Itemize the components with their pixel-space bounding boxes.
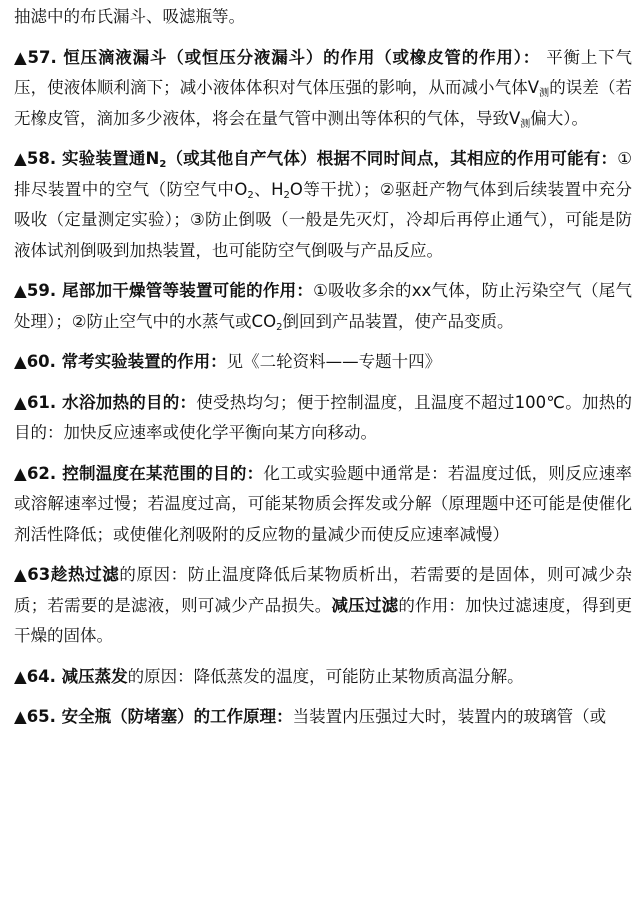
paragraph-61 [14, 388, 632, 449]
item-63-number: ▲63 [14, 565, 51, 584]
item-58-heading: （或其他自产气体）根据不同时间点，其相应的作用可能有： [166, 149, 618, 168]
paragraph-56-tail [14, 2, 632, 33]
item-62-heading: ▲62. 控制温度在某范围的目的： [14, 463, 264, 483]
item-58-text: ①排尽装置中的空气（防空气中O [14, 149, 632, 199]
item-64-number: ▲64. [14, 666, 62, 686]
paragraph-63 [14, 560, 632, 652]
subscript: 2 [283, 189, 290, 201]
item-62-text: 化工或实验题中通常是：若温度过低，则反应速率或溶解速率过慢；若温度过高，可能某物质会挥发或分解（原理题中还可能是使催化剂活性降低；或使催化剂吸附的反应物的量减少而使反应速率减慢） [14, 463, 633, 544]
item-64-text: 的原因：降低蒸发的温度，可能防止某物质高温分解。 [127, 666, 524, 686]
subscript: 测 [539, 88, 550, 99]
item-59-heading: ▲59. 尾部加干燥管等装置可能的作用： [14, 281, 314, 300]
item-57-text: 平衡上下气压，使液体顺利滴下；减小液体体积对气体压强的影响，从而减小气体V [14, 47, 632, 97]
item-63-text: 的原因：防止温度降低后某物质析出，若需要的是固体，则可减少杂质；若需要的是滤液，则可减少产品损失。 [14, 565, 633, 615]
item-57-text: 偏大）。 [530, 108, 589, 128]
paragraph-64 [14, 662, 632, 693]
subscript: 测 [520, 118, 531, 130]
item-63-heading-2: 减压过滤 [331, 595, 399, 615]
item-60-heading: ▲60. 常考实验装置的作用： [14, 352, 227, 371]
paragraph-57 [14, 43, 632, 135]
item-59-text: ①吸收多余的xx气体，防止污染空气（尾气处理）；②防止空气中的水蒸气或CO [14, 281, 632, 331]
item-61-heading: ▲61. 水浴加热的目的： [14, 392, 197, 412]
item-59-text: 倒回到产品装置，使产品变质。 [282, 311, 514, 331]
item-60-text: 见《二轮资料——专题十四》 [226, 352, 442, 371]
paragraph-58 [14, 144, 632, 266]
subscript: 2 [159, 159, 167, 170]
item-58-text: 、H [253, 179, 284, 199]
item-65-heading: ▲65. 安全瓶（防堵塞）的工作原理： [14, 707, 293, 726]
item-63-text: 的作用：加快过滤速度，得到更干燥的固体。 [14, 595, 633, 645]
item-57-heading: ▲57. 恒压滴液漏斗（或恒压分液漏斗）的作用（或橡皮管的作用）： [14, 47, 541, 67]
paragraph-65 [14, 702, 632, 733]
item-61-text: 使受热均匀；便于控制温度，且温度不超过100℃。加热的目的：加快反应速率或使化学平衡向某方向移动。 [14, 392, 632, 442]
paragraph-59 [14, 276, 632, 337]
subscript: 2 [276, 321, 283, 333]
paragraph-60 [14, 347, 632, 378]
subscript: 2 [247, 189, 254, 201]
paragraph-text: 抽滤中的布氏漏斗、吸滤瓶等。 [14, 7, 245, 26]
item-65-text: 当装置内压强过大时，装置内的玻璃管（或 [292, 707, 607, 726]
item-58-text: O等干扰）；②驱赶产物气体到后续装置中充分吸收（定量测定实验）；③防止倒吸（一般是先灭灯，冷却后再停止通气），可能是防液体试剂倒吸到加热装置，也可能防空气倒吸与产品反应。 [14, 179, 632, 260]
paragraph-62 [14, 459, 632, 551]
item-58-heading: ▲58. 实验装置通N [14, 149, 160, 168]
item-57-text: 的误差（若无橡皮管，滴加多少液体，将会在量气管中测出等体积的气体，导致V [14, 78, 633, 128]
item-63-heading: 趁热过滤 [50, 565, 120, 584]
item-64-heading: 减压蒸发 [61, 666, 128, 686]
